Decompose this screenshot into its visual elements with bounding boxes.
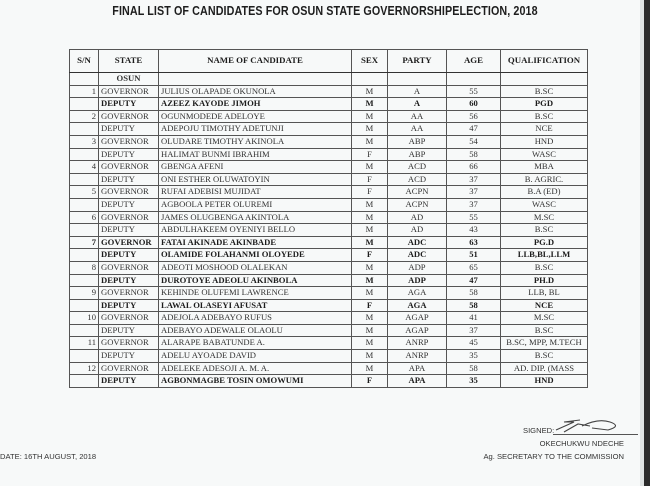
sn-cell [70, 148, 99, 161]
signature-mark [552, 414, 632, 436]
age-cell: 56 [447, 110, 501, 123]
sn-cell [70, 173, 99, 186]
page-edge-border [644, 0, 650, 486]
table-row [70, 98, 588, 111]
age-cell: 37 [447, 186, 501, 199]
sex-cell: F [352, 148, 388, 161]
party-cell: ANRP [388, 350, 447, 363]
role-cell: DEPUTY [99, 274, 159, 287]
qualification-cell: B.SC [501, 350, 588, 363]
sn-cell [70, 274, 99, 287]
candidate-name-cell: DUROTOYE ADEOLU AKINBOLA [159, 274, 352, 287]
role-cell: GOVERNOR [99, 337, 159, 350]
qualification-cell: PG.D [501, 236, 588, 249]
sn-cell [70, 98, 99, 111]
party-cell: ANRP [388, 337, 447, 350]
table-row [70, 236, 588, 249]
role-cell: GOVERNOR [99, 312, 159, 325]
candidate-name-cell: AGBOOLA PETER OLUREMI [159, 198, 352, 211]
qualification-cell: B.SC [501, 85, 588, 98]
party-cell: AD [388, 224, 447, 237]
document-title: FINAL LIST OF CANDIDATES FOR OSUN STATE GOVERNORSHIPELECTION, 2018 [112, 4, 538, 18]
sex-cell: M [352, 324, 388, 337]
candidate-name-cell: GBENGA AFENI [159, 161, 352, 174]
candidate-name-cell: ADELU AYOADE DAVID [159, 350, 352, 363]
sex-cell: M [352, 123, 388, 136]
role-cell: DEPUTY [99, 224, 159, 237]
state-sn-cell [70, 73, 99, 86]
age-cell: 63 [447, 236, 501, 249]
sn-cell: 8 [70, 261, 99, 274]
qualification-cell: M.SC [501, 211, 588, 224]
sn-cell [70, 249, 99, 262]
header-sex: SEX [352, 50, 388, 73]
age-cell: 45 [447, 337, 501, 350]
sn-cell [70, 350, 99, 363]
age-cell: 35 [447, 350, 501, 363]
header-party: PARTY [388, 50, 447, 73]
table-row [70, 362, 588, 375]
sn-cell [70, 224, 99, 237]
table-header-row [70, 50, 588, 73]
party-cell: ADP [388, 261, 447, 274]
sn-cell [70, 123, 99, 136]
sn-cell: 4 [70, 161, 99, 174]
candidate-name-cell: OLAMIDE FOLAHANMI OLOYEDE [159, 249, 352, 262]
age-cell: 47 [447, 123, 501, 136]
candidate-name-cell: JULIUS OLAPADE OKUNOLA [159, 85, 352, 98]
role-cell: DEPUTY [99, 249, 159, 262]
candidate-name-cell: ADEBAYO ADEWALE OLAOLU [159, 324, 352, 337]
role-cell: GOVERNOR [99, 186, 159, 199]
role-cell: GOVERNOR [99, 236, 159, 249]
role-cell: DEPUTY [99, 173, 159, 186]
header-state: STATE [99, 50, 159, 73]
state-empty-cell [159, 73, 352, 86]
candidate-name-cell: AGBONMAGBE TOSIN OMOWUMI [159, 375, 352, 388]
sex-cell: M [352, 161, 388, 174]
party-cell: A [388, 85, 447, 98]
qualification-cell: B.A (ED) [501, 186, 588, 199]
table-row [70, 110, 588, 123]
role-cell: GOVERNOR [99, 362, 159, 375]
sn-cell: 12 [70, 362, 99, 375]
party-cell: ABP [388, 148, 447, 161]
age-cell: 43 [447, 224, 501, 237]
sex-cell: M [352, 224, 388, 237]
role-cell: GOVERNOR [99, 287, 159, 300]
table-row [70, 148, 588, 161]
party-cell: ACD [388, 173, 447, 186]
qualification-cell: PH.D [501, 274, 588, 287]
header-age: AGE [447, 50, 501, 73]
qualification-cell: M.SC [501, 312, 588, 325]
qualification-cell: B.SC [501, 261, 588, 274]
qualification-cell: B.SC [501, 324, 588, 337]
role-cell: GOVERNOR [99, 211, 159, 224]
signed-label: SIGNED: [523, 426, 555, 435]
sex-cell: M [352, 261, 388, 274]
role-cell: DEPUTY [99, 350, 159, 363]
header-sn: S/N [70, 50, 99, 73]
sn-cell [70, 375, 99, 388]
sex-cell: M [352, 312, 388, 325]
age-cell: 55 [447, 85, 501, 98]
party-cell: APA [388, 375, 447, 388]
candidate-name-cell: ADEJOLA ADEBAYO RUFUS [159, 312, 352, 325]
age-cell: 58 [447, 148, 501, 161]
party-cell: ACPN [388, 186, 447, 199]
qualification-cell: AD. DIP. (MASS [501, 362, 588, 375]
candidates-table [69, 49, 588, 388]
table-row [70, 224, 588, 237]
age-cell: 65 [447, 261, 501, 274]
age-cell: 66 [447, 161, 501, 174]
sex-cell: F [352, 375, 388, 388]
sn-cell: 10 [70, 312, 99, 325]
age-cell: 51 [447, 249, 501, 262]
party-cell: AD [388, 211, 447, 224]
candidate-name-cell: KEHINDE OLUFEMI LAWRENCE [159, 287, 352, 300]
candidate-name-cell: ADEOTI MOSHOOD OLALEKAN [159, 261, 352, 274]
state-empty-cell [388, 73, 447, 86]
qualification-cell: B.SC, MPP, M.TECH [501, 337, 588, 350]
table-row [70, 375, 588, 388]
sn-cell: 3 [70, 135, 99, 148]
sn-cell: 9 [70, 287, 99, 300]
sn-cell: 11 [70, 337, 99, 350]
table-row [70, 312, 588, 325]
candidate-name-cell: JAMES OLUGBENGA AKINTOLA [159, 211, 352, 224]
qualification-cell: WASC [501, 198, 588, 211]
candidate-name-cell: OGUNMODEDE ADELOYE [159, 110, 352, 123]
age-cell: 60 [447, 98, 501, 111]
qualification-cell: MBA [501, 161, 588, 174]
state-empty-cell [352, 73, 388, 86]
party-cell: APA [388, 362, 447, 375]
age-cell: 58 [447, 362, 501, 375]
role-cell: DEPUTY [99, 98, 159, 111]
qualification-cell: LLB, BL [501, 287, 588, 300]
signature-line [553, 434, 638, 435]
sex-cell: M [352, 362, 388, 375]
state-name: OSUN [99, 73, 159, 86]
role-cell: DEPUTY [99, 299, 159, 312]
sex-cell: M [352, 98, 388, 111]
document-date: DATE: 16TH AUGUST, 2018 [0, 452, 97, 461]
sex-cell: F [352, 186, 388, 199]
age-cell: 37 [447, 198, 501, 211]
role-cell: GOVERNOR [99, 85, 159, 98]
sn-cell: 7 [70, 236, 99, 249]
party-cell: ADC [388, 236, 447, 249]
qualification-cell: LLB,BL,LLM [501, 249, 588, 262]
table-row [70, 186, 588, 199]
role-cell: DEPUTY [99, 123, 159, 136]
party-cell: AA [388, 123, 447, 136]
age-cell: 37 [447, 324, 501, 337]
party-cell: AGA [388, 287, 447, 300]
table-row [70, 173, 588, 186]
sex-cell: F [352, 249, 388, 262]
candidate-name-cell: LAWAL OLASEYI AFUSAT [159, 299, 352, 312]
table-row [70, 85, 588, 98]
signer-title: Ag. SECRETARY TO THE COMMISSION [483, 452, 624, 461]
qualification-cell: NCE [501, 299, 588, 312]
party-cell: ACD [388, 161, 447, 174]
table-row [70, 337, 588, 350]
sex-cell: M [352, 350, 388, 363]
party-cell: AGAP [388, 324, 447, 337]
party-cell: ABP [388, 135, 447, 148]
role-cell: GOVERNOR [99, 110, 159, 123]
table-row [70, 161, 588, 174]
party-cell: AA [388, 110, 447, 123]
age-cell: 35 [447, 375, 501, 388]
sn-cell: 6 [70, 211, 99, 224]
sex-cell: M [352, 110, 388, 123]
candidate-name-cell: FATAI AKINADE AKINBADE [159, 236, 352, 249]
sex-cell: F [352, 173, 388, 186]
candidate-name-cell: ADELEKE ADESOJI A. M. A. [159, 362, 352, 375]
state-empty-cell [447, 73, 501, 86]
candidate-name-cell: RUFAI ADEBISI MUJIDAT [159, 186, 352, 199]
table-row [70, 123, 588, 136]
age-cell: 37 [447, 173, 501, 186]
qualification-cell: HND [501, 375, 588, 388]
candidate-name-cell: AZEEZ KAYODE JIMOH [159, 98, 352, 111]
sn-cell [70, 198, 99, 211]
table-row [70, 350, 588, 363]
qualification-cell: NCE [501, 123, 588, 136]
sex-cell: M [352, 274, 388, 287]
qualification-cell: HND [501, 135, 588, 148]
table-row [70, 249, 588, 262]
qualification-cell: B.SC [501, 110, 588, 123]
candidate-name-cell: ONI ESTHER OLUWATOYIN [159, 173, 352, 186]
party-cell: ADP [388, 274, 447, 287]
party-cell: AGAP [388, 312, 447, 325]
sex-cell: M [352, 287, 388, 300]
party-cell: ACPN [388, 198, 447, 211]
sn-cell: 2 [70, 110, 99, 123]
table-row [70, 211, 588, 224]
qualification-cell: PGD [501, 98, 588, 111]
state-empty-cell [501, 73, 588, 86]
qualification-cell: B. AGRIC. [501, 173, 588, 186]
role-cell: GOVERNOR [99, 261, 159, 274]
qualification-cell: B.SC [501, 224, 588, 237]
sex-cell: M [352, 85, 388, 98]
table-row [70, 135, 588, 148]
candidate-name-cell: ADEPOJU TIMOTHY ADETUNJI [159, 123, 352, 136]
table-row [70, 198, 588, 211]
sex-cell: M [352, 211, 388, 224]
age-cell: 54 [447, 135, 501, 148]
age-cell: 58 [447, 287, 501, 300]
sex-cell: M [352, 198, 388, 211]
role-cell: DEPUTY [99, 148, 159, 161]
party-cell: A [388, 98, 447, 111]
role-cell: DEPUTY [99, 198, 159, 211]
role-cell: GOVERNOR [99, 161, 159, 174]
age-cell: 58 [447, 299, 501, 312]
sn-cell: 5 [70, 186, 99, 199]
header-qualification: QUALIFICATION [501, 50, 588, 73]
role-cell: DEPUTY [99, 324, 159, 337]
role-cell: GOVERNOR [99, 135, 159, 148]
sex-cell: M [352, 236, 388, 249]
age-cell: 47 [447, 274, 501, 287]
header-name: NAME OF CANDIDATE [159, 50, 352, 73]
qualification-cell: WASC [501, 148, 588, 161]
state-row [70, 73, 588, 86]
age-cell: 41 [447, 312, 501, 325]
age-cell: 55 [447, 211, 501, 224]
sn-cell [70, 299, 99, 312]
signer-name: OKECHUKWU NDECHE [539, 439, 624, 448]
sex-cell: M [352, 337, 388, 350]
party-cell: ADC [388, 249, 447, 262]
candidate-name-cell: OLUDARE TIMOTHY AKINOLA [159, 135, 352, 148]
sn-cell: 1 [70, 85, 99, 98]
table-row [70, 287, 588, 300]
candidate-name-cell: ABDULHAKEEM OYENIYI BELLO [159, 224, 352, 237]
party-cell: AGA [388, 299, 447, 312]
table-row [70, 261, 588, 274]
table-row [70, 299, 588, 312]
candidate-name-cell: HALIMAT BUNMI IBRAHIM [159, 148, 352, 161]
table-row [70, 274, 588, 287]
sex-cell: F [352, 299, 388, 312]
sex-cell: M [352, 135, 388, 148]
role-cell: DEPUTY [99, 375, 159, 388]
table-row [70, 324, 588, 337]
candidate-name-cell: ALARAPE BABATUNDE A. [159, 337, 352, 350]
sn-cell [70, 324, 99, 337]
